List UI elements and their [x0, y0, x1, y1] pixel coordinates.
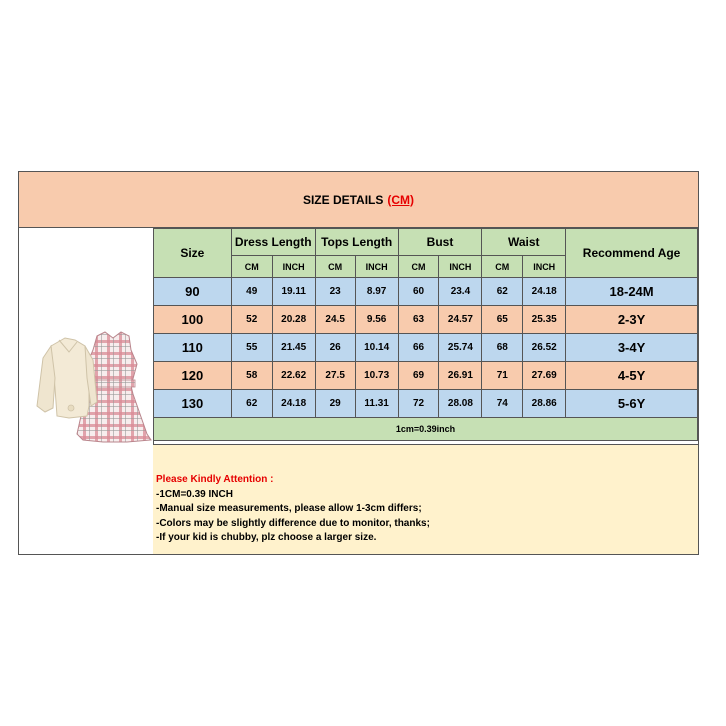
attention-heading: Please Kindly Attention :	[156, 474, 274, 485]
header-bust: Bust	[398, 229, 482, 256]
tops-inch-cell: 10.14	[355, 334, 398, 362]
header-recommend-age: Recommend Age	[566, 229, 698, 278]
age-cell: 4-5Y	[566, 362, 698, 390]
title-unit: (CM)	[387, 192, 415, 207]
title-text: SIZE DETAILS	[302, 192, 384, 207]
size-details-title	[19, 172, 698, 228]
size-cell: 100	[154, 306, 232, 334]
bust-cm-cell: 69	[398, 362, 439, 390]
table-row	[154, 362, 698, 390]
waist-inch-cell: 24.18	[523, 278, 566, 306]
size-cell: 120	[154, 362, 232, 390]
age-cell: 3-4Y	[566, 334, 698, 362]
dress-inch-cell: 21.45	[272, 334, 315, 362]
table-row	[154, 306, 698, 334]
note-line: -1CM=0.39 INCH	[156, 488, 233, 500]
header-dress-length: Dress Length	[231, 229, 315, 256]
subheader-inch: INCH	[272, 256, 315, 278]
subheader-inch: INCH	[439, 256, 482, 278]
bust-cm-cell: 63	[398, 306, 439, 334]
bust-cm-cell: 60	[398, 278, 439, 306]
product-image	[19, 228, 153, 554]
waist-inch-cell: 25.35	[523, 306, 566, 334]
dress-inch-cell: 20.28	[272, 306, 315, 334]
waist-inch-cell: 28.86	[523, 390, 566, 418]
table-row	[154, 390, 698, 418]
tops-cm-cell: 29	[315, 390, 355, 418]
subheader-cm: CM	[398, 256, 439, 278]
tops-cm-cell: 26	[315, 334, 355, 362]
waist-cm-cell: 62	[482, 278, 523, 306]
waist-cm-cell: 68	[482, 334, 523, 362]
waist-cm-cell: 71	[482, 362, 523, 390]
dress-inch-cell: 22.62	[272, 362, 315, 390]
dress-cm-cell: 58	[231, 362, 272, 390]
size-cell: 90	[154, 278, 232, 306]
conversion-note: 1cm=0.39inch	[154, 418, 698, 441]
bust-inch-cell: 26.91	[439, 362, 482, 390]
header-tops-length: Tops Length	[315, 229, 398, 256]
waist-inch-cell: 27.69	[523, 362, 566, 390]
header-waist: Waist	[482, 229, 566, 256]
waist-cm-cell: 74	[482, 390, 523, 418]
dress-inch-cell: 19.11	[272, 278, 315, 306]
age-cell: 5-6Y	[566, 390, 698, 418]
waist-cm-cell: 65	[482, 306, 523, 334]
dress-cm-cell: 49	[231, 278, 272, 306]
bust-inch-cell: 25.74	[439, 334, 482, 362]
tops-inch-cell: 9.56	[355, 306, 398, 334]
subheader-inch: INCH	[523, 256, 566, 278]
cream-cardigan	[37, 338, 97, 418]
bust-cm-cell: 66	[398, 334, 439, 362]
dress-cm-cell: 62	[231, 390, 272, 418]
age-cell: 18-24M	[566, 278, 698, 306]
subheader-cm: CM	[482, 256, 523, 278]
waist-inch-cell: 26.52	[523, 334, 566, 362]
bust-inch-cell: 23.4	[439, 278, 482, 306]
age-cell: 2-3Y	[566, 306, 698, 334]
tops-cm-cell: 23	[315, 278, 355, 306]
dress-cm-cell: 55	[231, 334, 272, 362]
tops-cm-cell: 24.5	[315, 306, 355, 334]
note-line: -If your kid is chubby, plz choose a larger size.	[156, 532, 377, 543]
header-size: Size	[154, 229, 232, 278]
tops-inch-cell: 8.97	[355, 278, 398, 306]
table-row	[154, 278, 698, 306]
tops-inch-cell: 10.73	[355, 362, 398, 390]
subheader-cm: CM	[231, 256, 272, 278]
attention-notes	[153, 444, 698, 554]
size-cell: 110	[154, 334, 232, 362]
tops-inch-cell: 11.31	[355, 390, 398, 418]
bust-cm-cell: 72	[398, 390, 439, 418]
subheader-inch: INCH	[355, 256, 398, 278]
subheader-cm: CM	[315, 256, 355, 278]
note-line: -Manual size measurements, please allow 1-3cm differs;	[156, 503, 422, 514]
size-chart	[18, 171, 699, 555]
product-image-panel	[19, 228, 154, 554]
dress-inch-cell: 24.18	[272, 390, 315, 418]
bust-inch-cell: 24.57	[439, 306, 482, 334]
bust-inch-cell: 28.08	[439, 390, 482, 418]
dress-cm-cell: 52	[231, 306, 272, 334]
tops-cm-cell: 27.5	[315, 362, 355, 390]
note-line: -Colors may be slightly difference due to monitor, thanks;	[156, 517, 430, 529]
size-cell: 130	[154, 390, 232, 418]
size-table	[153, 228, 698, 441]
table-row	[154, 334, 698, 362]
